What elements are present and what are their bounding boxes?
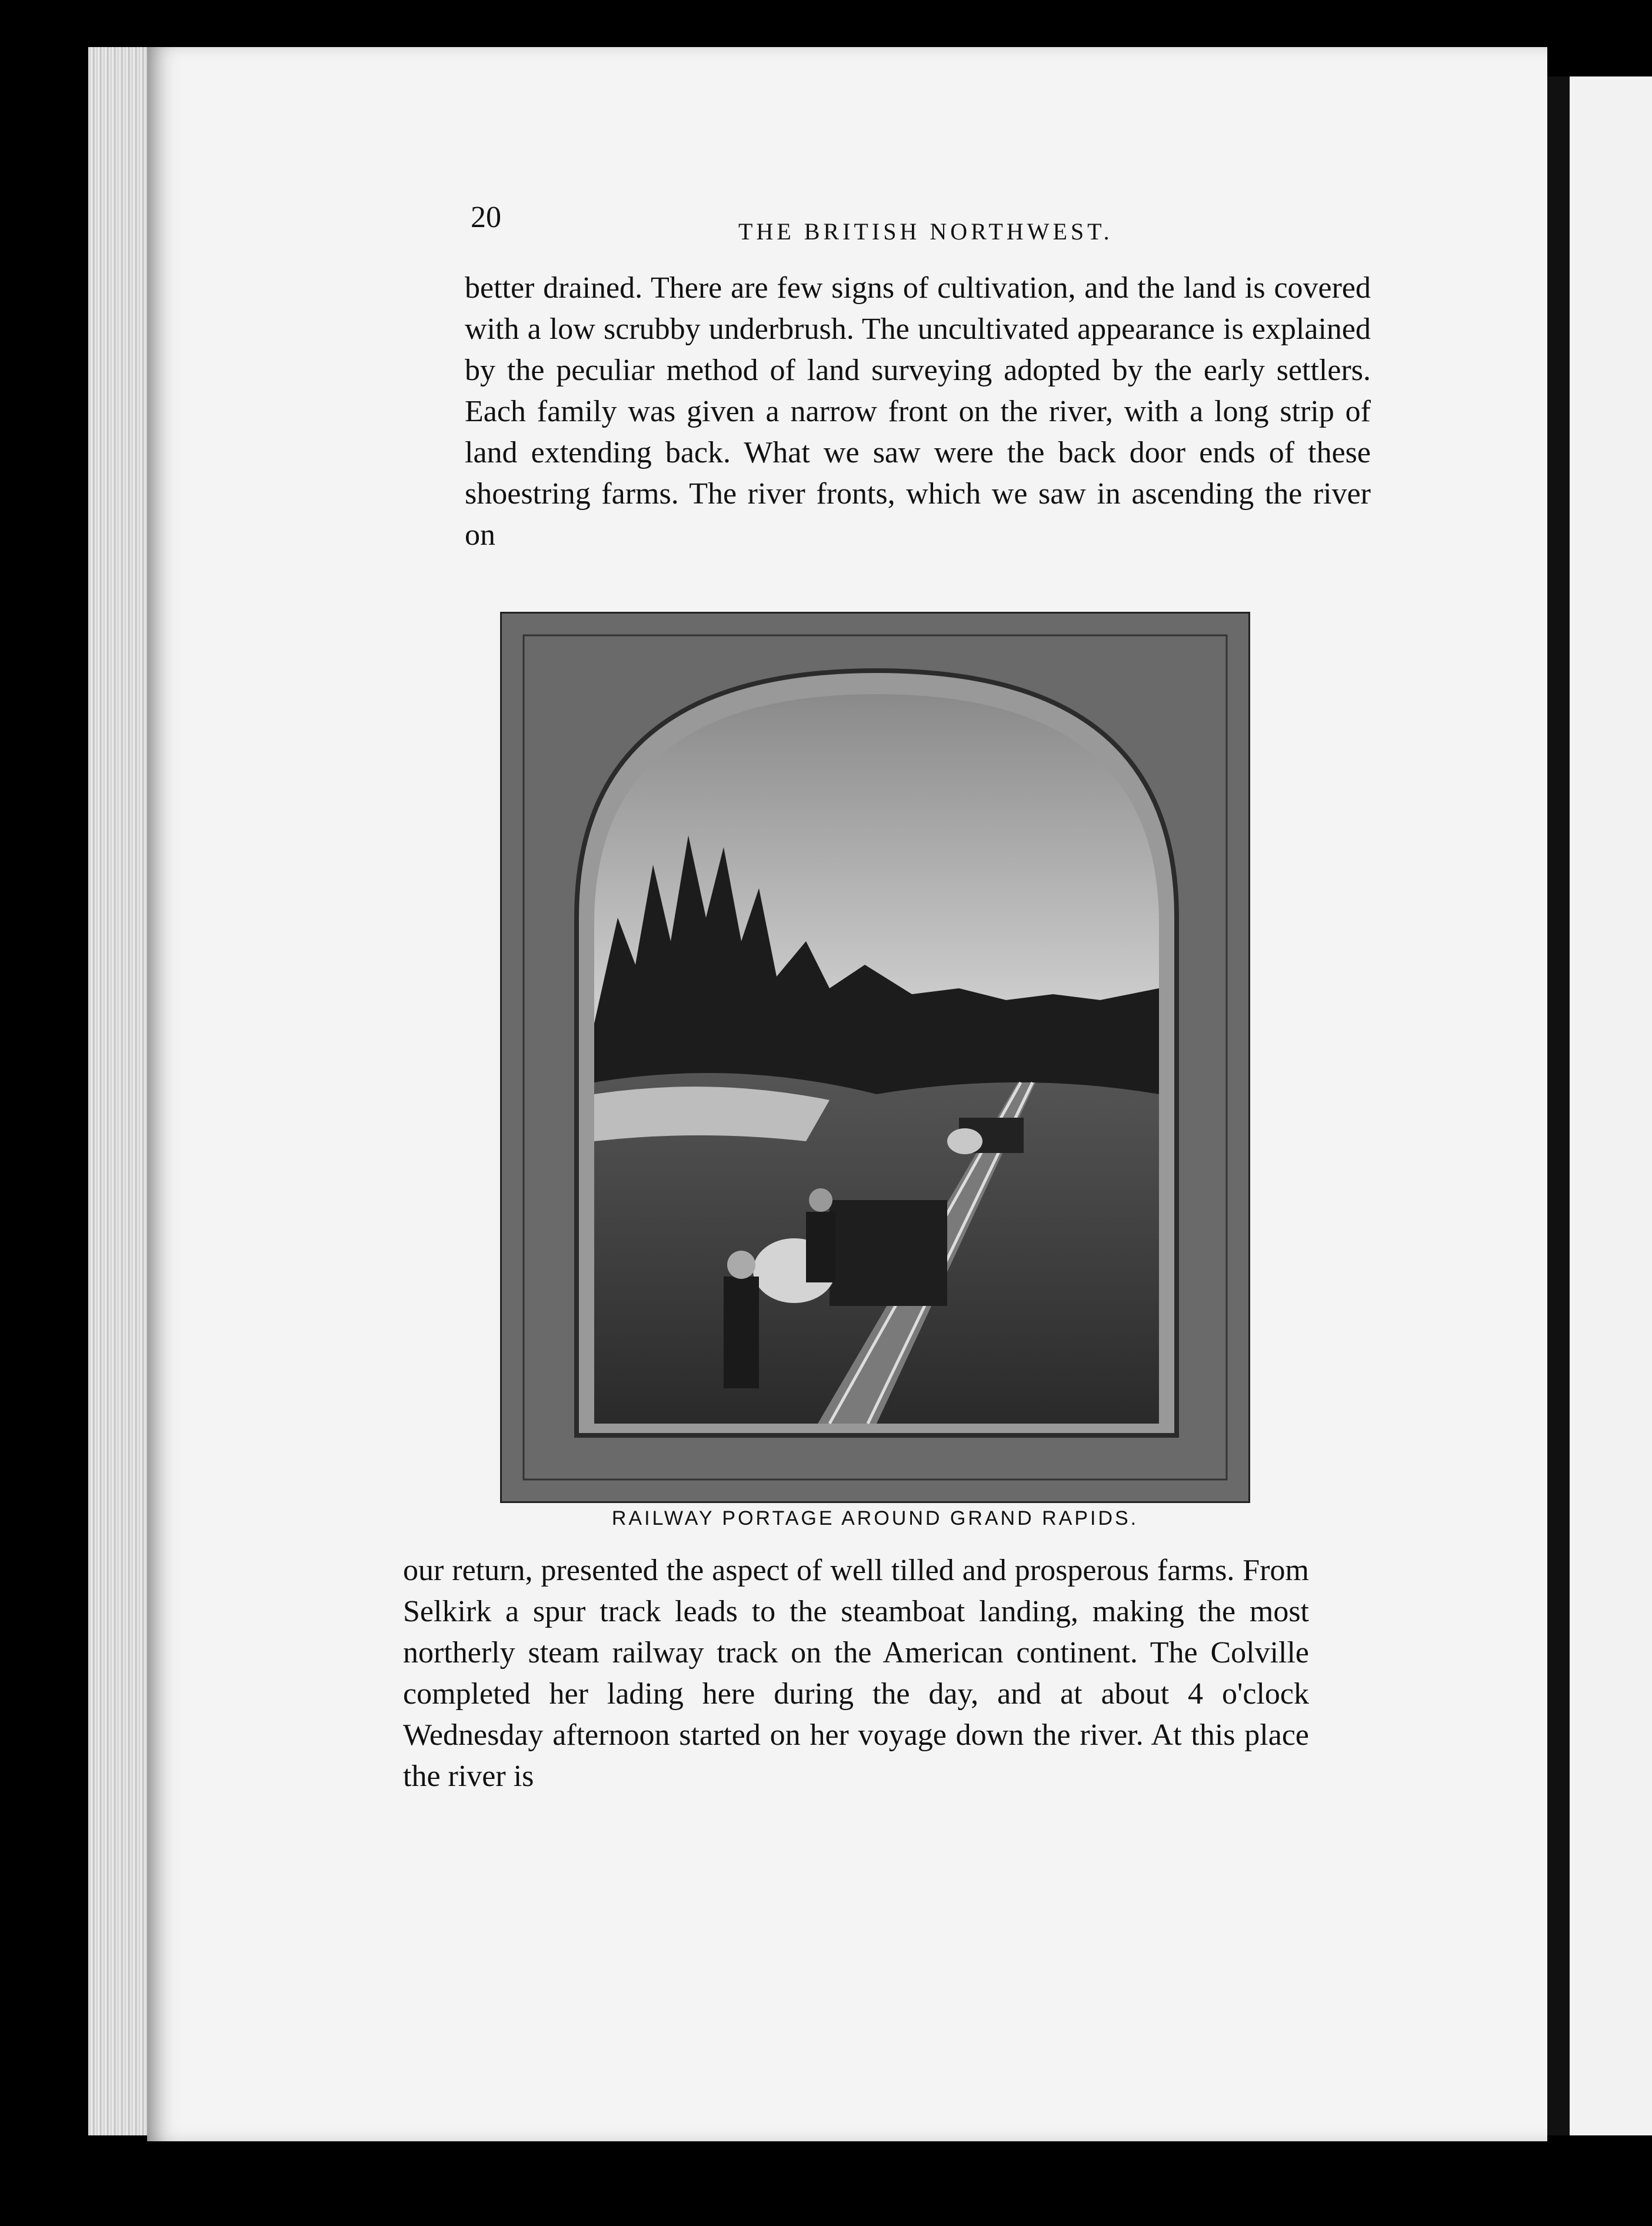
paragraph-bottom: our return, presented the aspect of well tilled and prosperous farms. From Selkirk a spur track leads to the steamboat landing, making the most northerly steam railway track on the American continent. The Colville completed her lading here during the day, and at about 4 o'clock Wednesday afternoon started on her voyage down the river. At this place the river is (403, 1554, 1309, 1793)
running-head: THE BRITISH NORTHWEST. (738, 218, 1113, 245)
body-text-bottom (403, 1550, 1309, 1797)
page-header (471, 200, 1377, 253)
paragraph-top: better drained. There are few signs of cultivation, and the land is covered with a low scrubby underbrush. The uncultivated appearance is explained by the peculiar method of land surveying adopted by the early settlers. Each family was given a narrow front on the river, with a long strip of land extending back. What we saw were the back door ends of these shoestring farms. The river fronts, which we saw in ascending the river on (465, 271, 1371, 552)
arched-frame-illustration (500, 612, 1250, 1503)
figure-railway-portage (500, 612, 1250, 1503)
page-number: 20 (471, 201, 501, 234)
body-text-top (465, 268, 1371, 556)
facing-page-edge (1547, 76, 1652, 2135)
figure-caption: RAILWAY PORTAGE AROUND GRAND RAPIDS. (611, 1507, 1139, 1529)
